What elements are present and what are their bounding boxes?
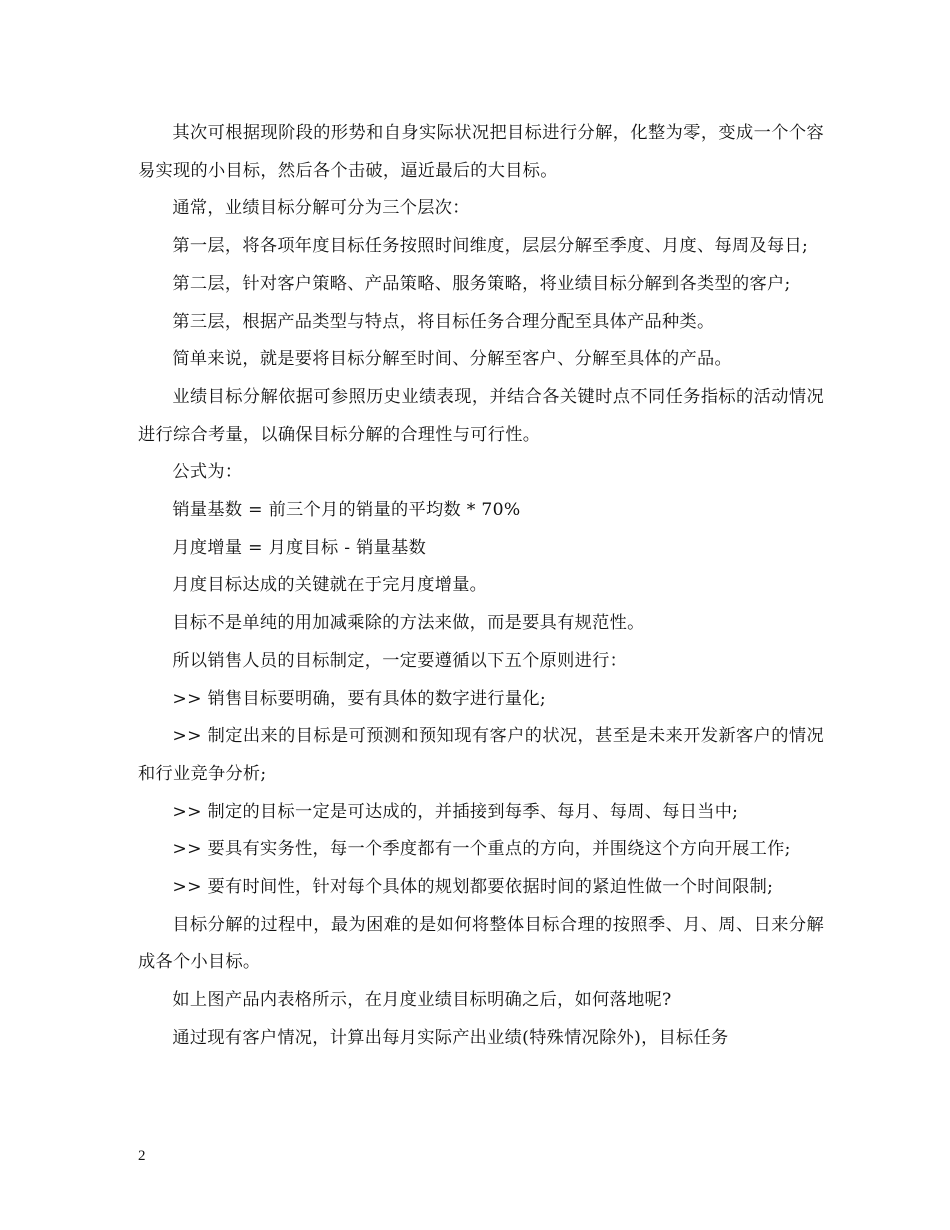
paragraph: 通常，业绩目标分解可分为三个层次： [172,198,470,219]
paragraph: 其次可根据现阶段的形势和自身实际状况把目标进行分解，化整为零，变成一个个容易实现的小目标，然后各个击破，逼近最后的大目标。 [138,123,824,181]
principle-item: >> 销售目标要明确，要有具体的数字进行量化; [172,688,546,709]
paragraph: 如上图产品内表格所示，在月度业绩目标明确之后，如何落地呢? [172,990,672,1011]
paragraph: 月度目标达成的关键就在于完月度增量。 [172,575,488,596]
page-number: 2 [138,1148,146,1164]
principle-item: >> 制定出来的目标是可预测和预知现有客户的状况，甚至是未来开发新客户的情况和行业竞争分析; [138,726,824,784]
formula-line: 月度增量 = 月度目标 - 销量基数 [172,537,427,558]
formula-line: 销量基数 = 前三个月的销量的平均数 * 70% [172,500,521,521]
principle-item: >> 制定的目标一定是可达成的，并插接到每季、每月、每周、每日当中; [172,801,739,822]
paragraph: 简单来说，就是要将目标分解至时间、分解至客户、分解至具体的产品。 [172,349,732,370]
paragraph: 第一层，将各项年度目标任务按照时间维度，层层分解至季度、月度、每周及每日; [172,236,809,257]
paragraph: 第二层，针对客户策略、产品策略、服务策略，将业绩目标分解到各类型的客户; [172,273,791,294]
paragraph: 业绩目标分解依据可参照历史业绩表现，并结合各关键时点不同任务指标的活动情况进行综合考量，以确保目标分解的合理性与可行性。 [138,386,824,445]
paragraph: 所以销售人员的目标制定，一定要遵循以下五个原则进行： [172,650,628,671]
paragraph: 目标不是单纯的用加减乘除的方法来做，而是要具有规范性。 [172,613,645,634]
principle-item: >> 要具有实务性，每一个季度都有一个重点的方向，并围绕这个方向开展工作; [172,839,791,860]
paragraph: 目标分解的过程中，最为困难的是如何将整体目标合理的按照季、月、周、日来分解成各个小目标。 [138,914,824,973]
paragraph: 第三层，根据产品类型与特点，将目标任务合理分配至具体产品种类。 [172,311,715,332]
principle-item: >> 要有时间性，针对每个具体的规划都要依据时间的紧迫性做一个时间限制; [172,877,774,898]
paragraph: 公式为： [172,462,243,483]
paragraph: 通过现有客户情况，计算出每月实际产出业绩(特殊情况除外)，目标任务 [172,1027,729,1048]
document-body [138,115,824,1058]
